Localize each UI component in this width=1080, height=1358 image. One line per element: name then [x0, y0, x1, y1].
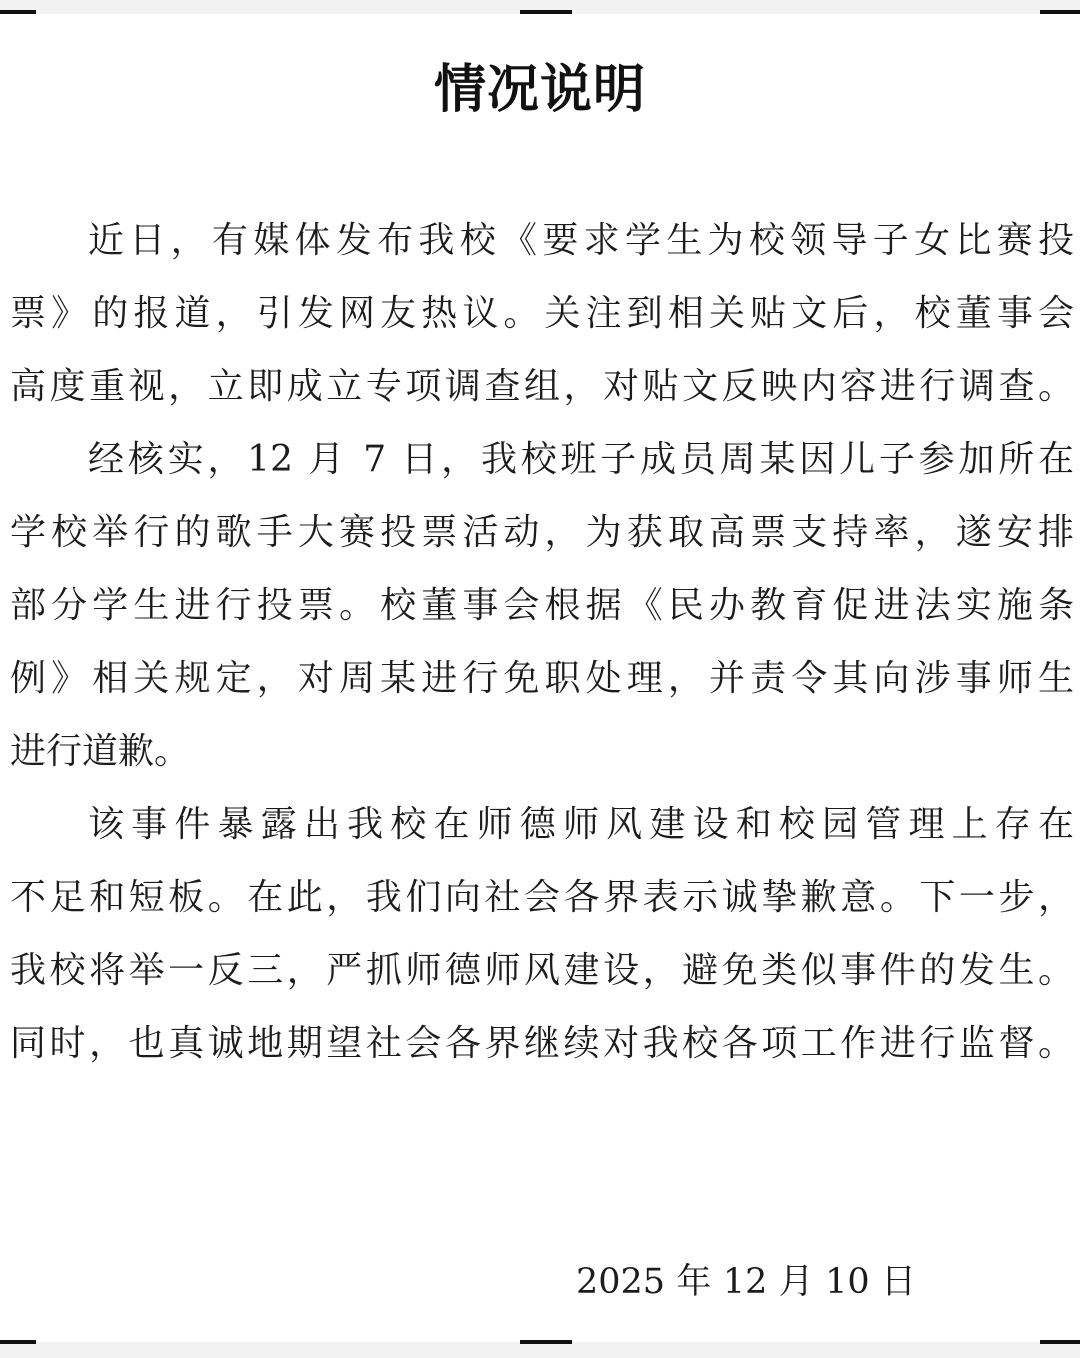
bottom-border-left [0, 1340, 36, 1344]
paragraph-3-line-2: 不足和短板。在此，我们向社会各界表示诚挚歉意。下一步， [10, 877, 1074, 918]
paragraph-2-line-2: 学校举行的歌手大赛投票活动，为获取高票支持率，遂安排 [10, 512, 1074, 553]
document-page [0, 14, 1080, 1342]
top-border-left [0, 10, 36, 14]
paragraph-1-line-2: 票》的报道，引发网友热议。关注到相关贴文后，校董事会 [10, 293, 1074, 334]
bottom-border-right [1040, 1340, 1080, 1344]
top-border-right [1040, 10, 1080, 14]
document-title: 情况说明 [433, 60, 646, 120]
bottom-border-mid [520, 1340, 572, 1344]
paragraph-2-line-1: 经核实，12 月 7 日，我校班子成员周某因儿子参加所在 [88, 439, 1074, 480]
paragraph-1-line-3: 高度重视，立即成立专项调查组，对贴文反映内容进行调查。 [10, 366, 1074, 407]
paragraph-2-line-5: 进行道歉。 [10, 731, 191, 772]
paragraph-2-line-3: 部分学生进行投票。校董事会根据《民办教育促进法实施条 [10, 585, 1074, 626]
paragraph-3-line-4: 同时，也真诚地期望社会各界继续对我校各项工作进行监督。 [10, 1023, 1074, 1064]
paragraph-3-line-3: 我校将举一反三，严抓师德师风建设，避免类似事件的发生。 [10, 950, 1074, 991]
paragraph-1-line-1: 近日，有媒体发布我校《要求学生为校领导子女比赛投 [88, 220, 1074, 261]
top-border-mid [520, 10, 572, 14]
paragraph-2-line-4: 例》相关规定，对周某进行免职处理，并责令其向涉事师生 [10, 658, 1074, 699]
paragraph-3-line-1: 该事件暴露出我校在师德师风建设和校园管理上存在 [88, 804, 1074, 845]
document-date: 2025 年 12 月 10 日 [576, 1262, 916, 1302]
